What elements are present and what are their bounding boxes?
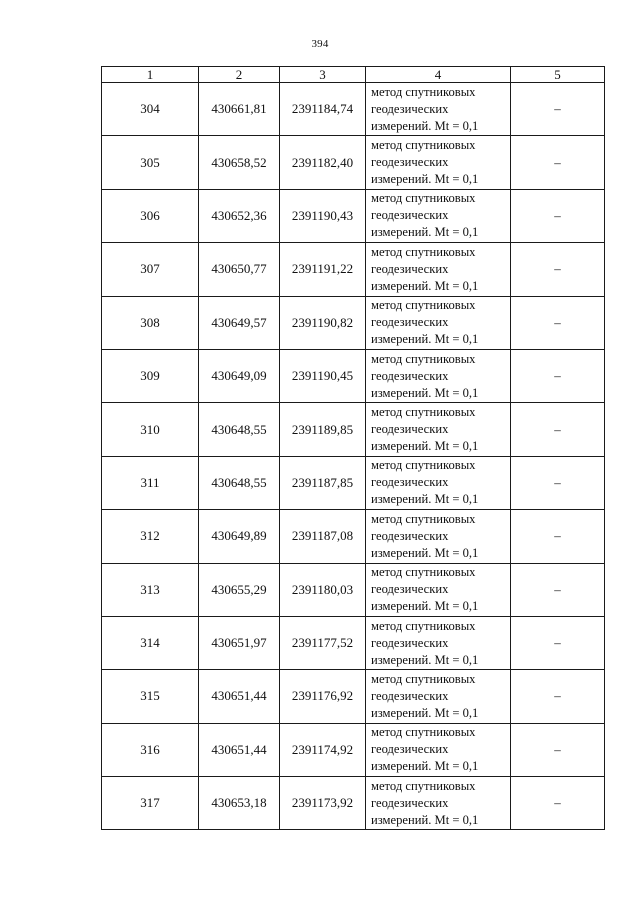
table-row (102, 723, 605, 776)
method-line: измерений. Mt = 0,1 (371, 278, 479, 293)
x-coordinate-cell: 430648,55 (199, 403, 280, 456)
header-row (102, 67, 605, 83)
method-cell (366, 403, 511, 456)
table-row (102, 83, 605, 136)
method-line: метод спутниковых (371, 351, 476, 366)
method-line: метод спутниковых (371, 138, 476, 153)
y-coordinate-cell: 2391184,74 (280, 83, 366, 136)
x-coordinate-cell: 430648,55 (199, 456, 280, 509)
method-line: геодезических (371, 315, 449, 330)
x-coordinate-cell: 430661,81 (199, 83, 280, 136)
point-number-cell: 315 (102, 670, 199, 723)
method-line: геодезических (371, 582, 449, 597)
table-row (102, 563, 605, 616)
table-row (102, 616, 605, 669)
y-coordinate-cell: 2391190,43 (280, 189, 366, 242)
x-coordinate-cell: 430658,52 (199, 136, 280, 189)
y-coordinate-cell: 2391187,08 (280, 510, 366, 563)
method-line: метод спутниковых (371, 565, 476, 580)
note-cell: – (511, 670, 605, 723)
x-coordinate-cell: 430649,89 (199, 510, 280, 563)
x-coordinate-cell: 430655,29 (199, 563, 280, 616)
table-body (102, 83, 605, 830)
note-cell: – (511, 777, 605, 830)
table-row (102, 456, 605, 509)
table-header (102, 67, 605, 83)
method-line: метод спутниковых (371, 511, 476, 526)
method-line: измерений. Mt = 0,1 (371, 439, 479, 454)
method-line: измерений. Mt = 0,1 (371, 599, 479, 614)
note-cell: – (511, 83, 605, 136)
x-coordinate-cell: 430649,57 (199, 296, 280, 349)
point-number-cell: 305 (102, 136, 199, 189)
method-line: метод спутниковых (371, 405, 476, 420)
header-col-3: 3 (280, 67, 366, 83)
method-cell (366, 456, 511, 509)
method-line: метод спутниковых (371, 298, 476, 313)
method-line: геодезических (371, 261, 449, 276)
method-line: метод спутниковых (371, 671, 476, 686)
method-cell (366, 83, 511, 136)
x-coordinate-cell: 430652,36 (199, 189, 280, 242)
y-coordinate-cell: 2391180,03 (280, 563, 366, 616)
note-cell: – (511, 510, 605, 563)
point-number-cell: 317 (102, 777, 199, 830)
point-number-cell: 312 (102, 510, 199, 563)
header-col-4: 4 (366, 67, 511, 83)
point-number-cell: 314 (102, 616, 199, 669)
point-number-cell: 306 (102, 189, 199, 242)
y-coordinate-cell: 2391176,92 (280, 670, 366, 723)
table-row (102, 189, 605, 242)
method-line: измерений. Mt = 0,1 (371, 812, 479, 827)
note-cell: – (511, 296, 605, 349)
method-line: геодезических (371, 635, 449, 650)
method-cell (366, 563, 511, 616)
method-line: геодезических (371, 155, 449, 170)
note-cell: – (511, 403, 605, 456)
header-col-5: 5 (511, 67, 605, 83)
method-line: геодезических (371, 475, 449, 490)
point-number-cell: 310 (102, 403, 199, 456)
x-coordinate-cell: 430649,09 (199, 349, 280, 402)
x-coordinate-cell: 430650,77 (199, 243, 280, 296)
y-coordinate-cell: 2391189,85 (280, 403, 366, 456)
table-row (102, 296, 605, 349)
point-number-cell: 304 (102, 83, 199, 136)
note-cell: – (511, 189, 605, 242)
method-line: измерений. Mt = 0,1 (371, 332, 479, 347)
table-row (102, 243, 605, 296)
table-row (102, 670, 605, 723)
x-coordinate-cell: 430651,97 (199, 616, 280, 669)
x-coordinate-cell: 430653,18 (199, 777, 280, 830)
method-line: геодезических (371, 208, 449, 223)
method-line: метод спутниковых (371, 458, 476, 473)
method-line: метод спутниковых (371, 725, 476, 740)
note-cell: – (511, 616, 605, 669)
header-col-2: 2 (199, 67, 280, 83)
method-cell (366, 616, 511, 669)
y-coordinate-cell: 2391173,92 (280, 777, 366, 830)
point-number-cell: 313 (102, 563, 199, 616)
method-line: измерений. Mt = 0,1 (371, 118, 479, 133)
method-line: геодезических (371, 528, 449, 543)
method-line: измерений. Mt = 0,1 (371, 545, 479, 560)
method-line: геодезических (371, 422, 449, 437)
note-cell: – (511, 243, 605, 296)
note-cell: – (511, 456, 605, 509)
method-line: геодезических (371, 795, 449, 810)
method-cell (366, 670, 511, 723)
method-cell (366, 296, 511, 349)
method-line: измерений. Mt = 0,1 (371, 225, 479, 240)
note-cell: – (511, 349, 605, 402)
method-line: геодезических (371, 101, 449, 116)
x-coordinate-cell: 430651,44 (199, 670, 280, 723)
method-line: геодезических (371, 688, 449, 703)
method-line: геодезических (371, 368, 449, 383)
y-coordinate-cell: 2391187,85 (280, 456, 366, 509)
method-line: измерений. Mt = 0,1 (371, 385, 479, 400)
table-row (102, 349, 605, 402)
point-number-cell: 309 (102, 349, 199, 402)
y-coordinate-cell: 2391191,22 (280, 243, 366, 296)
note-cell: – (511, 136, 605, 189)
method-line: метод спутниковых (371, 618, 476, 633)
method-line: метод спутниковых (371, 778, 476, 793)
note-cell: – (511, 563, 605, 616)
point-number-cell: 308 (102, 296, 199, 349)
method-line: измерений. Mt = 0,1 (371, 652, 479, 667)
method-cell (366, 189, 511, 242)
method-cell (366, 510, 511, 563)
page-number: 394 (311, 38, 329, 50)
method-line: геодезических (371, 742, 449, 757)
y-coordinate-cell: 2391174,92 (280, 723, 366, 776)
table-row (102, 510, 605, 563)
method-cell (366, 777, 511, 830)
table-row (102, 777, 605, 830)
method-cell (366, 243, 511, 296)
method-line: измерений. Mt = 0,1 (371, 705, 479, 720)
y-coordinate-cell: 2391190,82 (280, 296, 366, 349)
method-line: измерений. Mt = 0,1 (371, 492, 479, 507)
table-row (102, 136, 605, 189)
coordinates-table (101, 66, 605, 830)
method-cell (366, 349, 511, 402)
method-line: метод спутниковых (371, 244, 476, 259)
point-number-cell: 307 (102, 243, 199, 296)
method-line: измерений. Mt = 0,1 (371, 172, 479, 187)
method-line: измерений. Mt = 0,1 (371, 759, 479, 774)
method-cell (366, 723, 511, 776)
y-coordinate-cell: 2391182,40 (280, 136, 366, 189)
note-cell: – (511, 723, 605, 776)
table-row (102, 403, 605, 456)
point-number-cell: 311 (102, 456, 199, 509)
x-coordinate-cell: 430651,44 (199, 723, 280, 776)
method-cell (366, 136, 511, 189)
point-number-cell: 316 (102, 723, 199, 776)
y-coordinate-cell: 2391190,45 (280, 349, 366, 402)
method-line: метод спутниковых (371, 84, 476, 99)
y-coordinate-cell: 2391177,52 (280, 616, 366, 669)
method-line: метод спутниковых (371, 191, 476, 206)
header-col-1: 1 (102, 67, 199, 83)
